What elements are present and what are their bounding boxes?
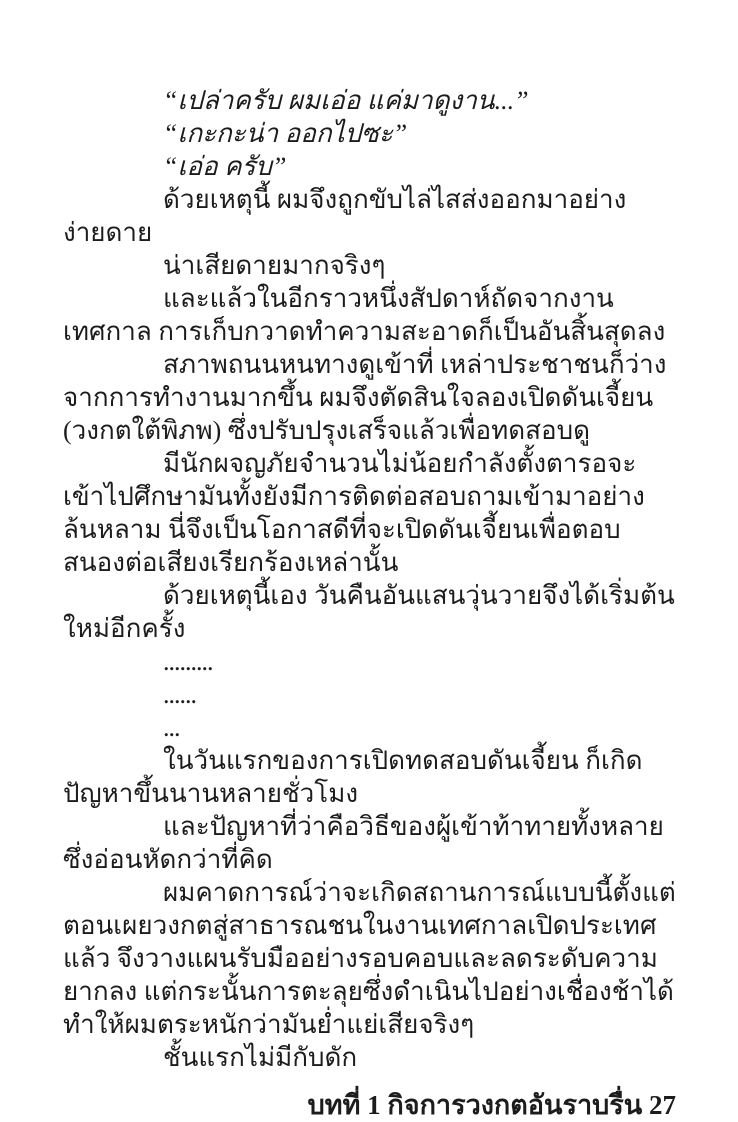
chapter-footer: บทที่ 1 กิจการวงกตอันราบรื่น 27 [307, 1090, 676, 1120]
narration-paragraph-1: ด้วยเหตุนี้ ผมจึงถูกขับไล่ไสส่งออกมาอย่างง่ายดาย [63, 185, 627, 247]
ellipsis-line-1: ......... [163, 647, 213, 676]
dialogue-line-3: “เอ่อ ครับ” [163, 152, 287, 181]
narration-paragraph-5: มีนักผจญภัยจำนวนไม่น้อยกำลังตั้งตารอจะเข้าไปศึกษามัน​ทั้งยังมีการติดต่อสอบถามเข้ามาอย่างล้นหลาม นี่จึงเป็นโอกาสดีที่จะเปิด​ดันเจี้ยนเพื่อตอบสนองต่อเสียงเรียกร้องเหล่านั้น [63, 449, 645, 577]
narration-paragraph-6: ด้วยเหตุนี้เอง วันคืนอันแสนวุ่นวายจึงได้เริ่มต้นใหม่อีกครั้ง [63, 581, 675, 643]
ellipsis-line-3: ... [163, 713, 180, 742]
narration-paragraph-4: สภาพถนนหนทางดูเข้าที่ เหล่าประชาชนก็ว่างจากการทำงาน​มากขึ้น ผมจึงตัดสินใจลองเปิดดันเจี้ยน (วงกตใต้พิภพ) ซึ่งปรับปรุงเสร็จ​แล้วเพื่อทดสอบดู [63, 350, 667, 445]
narration-paragraph-2: น่าเสียดายมากจริงๆ [163, 251, 386, 280]
narration-paragraph-9: ผมคาดการณ์ว่าจะเกิดสถานการณ์แบบนี้ตั้งแต่ตอนเผยวงกตสู่​สาธารณชนในงานเทศกาลเปิดประเทศแล้ว จึงวางแผนรับมืออย่างรอบคอบ​และลดระดับความยากลง แต่กระนั้นการตะลุยซึ่งดำเนินไปอย่างเชื่องช้า​ได้ทำให้ผมตระหนักว่ามันย่ำแย่เสียจริงๆ [63, 878, 676, 1039]
dialogue-line-2: “เกะกะน่า ออกไปซะ” [163, 119, 408, 148]
dialogue-line-1: “เปล่าครับ ผมเอ่อ แค่มาดูงาน...” [163, 86, 529, 115]
narration-paragraph-7: ในวันแรกของการเปิดทดสอบดันเจี้ยน ก็เกิดปัญหาขึ้นนาน​หลายชั่วโมง [63, 746, 643, 808]
narration-paragraph-10: ชั้นแรกไม่มีกับดัก [163, 1043, 358, 1072]
narration-paragraph-8: และปัญหาที่ว่าคือวิธีของผู้เข้าท้าทายทั้งหลาย ซึ่งอ่อนหัดกว่าที่คิด [63, 812, 664, 874]
ellipsis-line-2: ...... [163, 680, 196, 709]
narration-paragraph-3: และแล้วในอีกราวหนึ่งสัปดาห์ถัดจากงานเทศกาล การเก็บกวาด​ทำความสะอาดก็เป็นอันสิ้นสุดลง [63, 284, 666, 346]
